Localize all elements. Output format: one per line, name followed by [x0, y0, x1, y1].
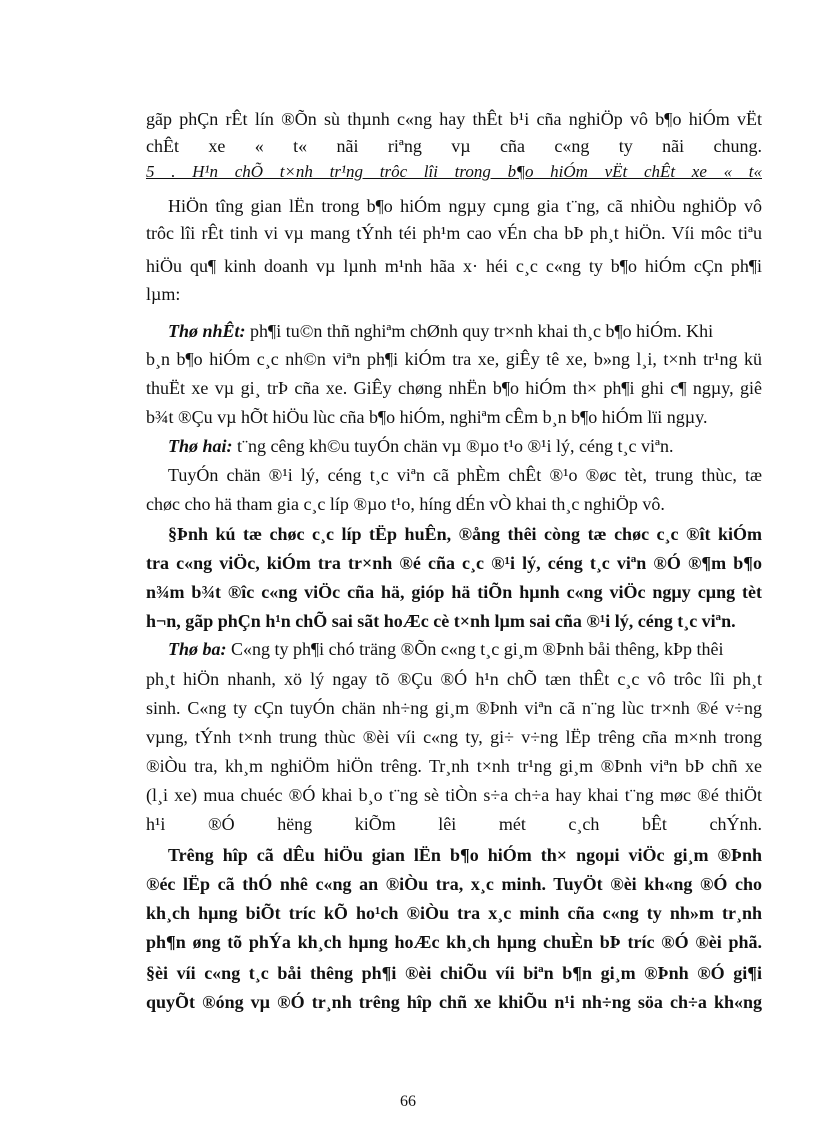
paragraph-line: §Þnh kú tæ chøc c¸c líp tËp huÊn, ®ång thêi còng tæ chøc c¸c ®ît kiÓm: [168, 524, 762, 544]
paragraph-line: (l¸i xe) mua chuéc ®Ó khai b¸o t¨ng sè tiÒn s÷a ch÷a hay khai t¨ng møc ®é thiÖt: [146, 785, 762, 805]
paragraph-line: HiÖn tîng gian lËn trong b¶o hiÓm ngµy cµng gia t¨ng, cã nhiÒu nghiÖp vô: [168, 196, 762, 216]
section-heading: 5 . H¹n chÕ t×nh tr¹ng trôc lîi trong b¶o hiÓm vËt chÊt xe « t«: [146, 162, 762, 181]
paragraph-line: thuËt xe vµ gi¸ trÞ cña xe. GiÊy chøng nhËn b¶o hiÓm th× ph¶i ghi c¶ ngµy, giê: [146, 378, 762, 398]
paragraph-line: gãp phÇn rÊt lín ®Õn sù thµnh c«ng hay thÊt b¹i cña nghiÖp vô b¶o hiÓm vËt: [146, 109, 762, 129]
point-label: Thø ba:: [168, 639, 227, 659]
paragraph-line: Trêng hîp cã dÊu hiÖu gian lËn b¶o hiÓm th× ngoµi viÖc gi¸m ®Þnh: [168, 845, 762, 865]
paragraph-line: ph¸t hiÖn nhanh, xö lý ngay tõ ®Çu ®Ó h¹n chÕ tæn thÊt c¸c vô trôc lîi ph¸t: [146, 669, 762, 689]
line-text: C«ng ty ph¶i chó träng ®Õn c«ng t¸c gi¸m ®Þnh båi thêng, kÞp thêi: [226, 639, 724, 659]
line-text: t¨ng cêng kh©u tuyÓn chän vµ ®µo t¹o ®¹i lý, céng t¸c viªn.: [232, 436, 674, 456]
paragraph-line: quyÕt ®óng vµ ®Ó tr¸nh trêng hîp chñ xe khiÕu n¹i nh÷ng söa ch÷a kh«ng: [146, 992, 762, 1012]
page-number: 66: [400, 1093, 416, 1110]
paragraph-line: trôc lîi rÊt tinh vi vµ mang tÝnh téi ph¹m cao vÉn cha bÞ ph¸t hiÖn. Víi môc tiªu: [146, 223, 762, 243]
paragraph-line: n¾m b¾t ®îc c«ng viÖc cña hä, gióp hä tiÕn hµnh c«ng viÖc ngµy cµng tèt: [146, 582, 762, 602]
paragraph-line: sinh. C«ng ty cÇn tuyÓn chän nh÷ng gi¸m ®Þnh viªn cã n¨ng lùc tr×nh ®é v÷ng: [146, 698, 762, 718]
point-label: Thø nhÊt:: [168, 321, 246, 341]
paragraph-line: [168, 637, 762, 661]
paragraph-line: b¸n b¶o hiÓm c¸c nh©n viªn ph¶i kiÓm tra xe, giÊy tê xe, b»ng l¸i, t×nh tr¹ng kü: [146, 349, 762, 369]
paragraph-line: chøc cho hä tham gia c¸c líp ®µo t¹o, híng dÉn vÒ khai th¸c nghiÖp vô.: [146, 494, 665, 514]
paragraph-line: chÊt xe « t« nãi riªng vµ cña c«ng ty nãi chung.: [146, 136, 762, 156]
line-text: ph¶i tu©n thñ nghiªm chØnh quy tr×nh khai th¸c b¶o hiÓm. Khi: [245, 321, 714, 341]
paragraph-line: hiÖu qu¶ kinh doanh vµ lµnh m¹nh hãa x· héi c¸c c«ng ty b¶o hiÓm cÇn ph¶i: [146, 256, 762, 276]
paragraph-line: ®iÒu tra, kh¸m nghiÖm hiÖn trêng. Tr¸nh t×nh tr¹ng gi¸m ®Þnh viªn bÞ chñ xe: [146, 756, 762, 776]
paragraph-line: h¹i ®Ó hëng kiÕm lêi mét c¸ch bÊt chÝnh.: [146, 814, 762, 834]
paragraph-line: §èi víi c«ng t¸c båi thêng ph¶i ®èi chiÕu víi biªn b¶n gi¸m ®Þnh ®Ó gi¶i: [146, 963, 762, 983]
paragraph-line: TuyÓn chän ®¹i lý, céng t¸c viªn cã phÈm chÊt ®¹o ®øc tèt, trung thùc, tæ: [168, 465, 762, 485]
paragraph-line: [168, 319, 762, 343]
paragraph-line: h¬n, gãp phÇn h¹n chÕ sai sãt hoÆc cè t×nh lµm sai cña ®¹i lý, céng t¸c viªn.: [146, 611, 736, 631]
paragraph-line: tra c«ng viÖc, kiÓm tra tr×nh ®é cña c¸c ®¹i lý, céng t¸c viªn ®Ó ®¶m b¶o: [146, 553, 762, 573]
paragraph-line: ph¶n øng tõ phÝa kh¸ch hµng hoÆc kh¸ch hµng chuÈn bÞ tríc ®Ó ®èi phã.: [146, 932, 762, 952]
point-label: Thø hai:: [168, 436, 233, 456]
paragraph-line: kh¸ch hµng biÕt tríc kÕ ho¹ch ®iÒu tra x¸c minh cña c«ng ty nh»m tr¸nh: [146, 903, 762, 923]
paragraph-line: b¾t ®Çu vµ hÕt hiÖu lùc cña b¶o hiÓm, nghiªm cÊm b¸n b¶o hiÓm lïi ngµy.: [146, 407, 708, 427]
paragraph-line: [168, 434, 762, 458]
paragraph-line: vµng, tÝnh t×nh trung thùc ®èi víi c«ng ty, gi÷ v÷ng lËp trêng cña m×nh trong: [146, 727, 762, 747]
paragraph-line: ®éc lËp cã thÓ nhê c«ng an ®iÒu tra, x¸c minh. TuyÖt ®èi kh«ng ®Ó cho: [146, 874, 762, 894]
paragraph-line: lµm:: [146, 284, 181, 304]
